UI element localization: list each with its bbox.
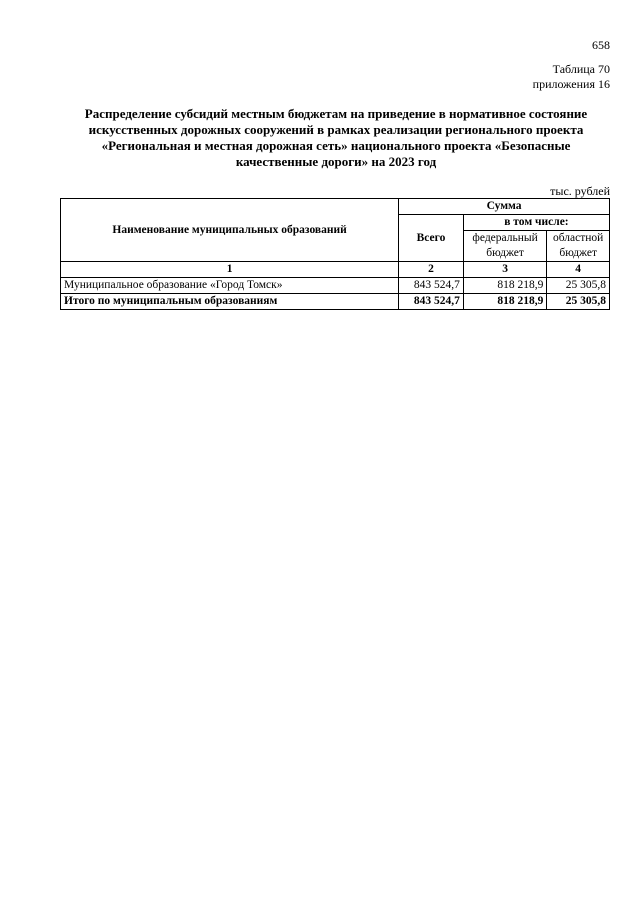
- page-number: 658: [592, 38, 610, 52]
- table-row: [61, 278, 610, 294]
- title-line-3: «Региональная и местная дорожная сеть» национального проекта «Безопасные: [101, 138, 571, 153]
- document-title: [50, 106, 622, 170]
- title-line-1: Распределение субсидий местным бюджетам на приведение в нормативное состояние: [84, 106, 588, 121]
- subsidy-table: [60, 198, 610, 310]
- column-index-2: 2: [399, 262, 464, 278]
- column-index-3: 3: [463, 262, 546, 278]
- totals-federal: 818 218,9: [463, 294, 546, 310]
- title-line-4: качественные дороги» на 2023 год: [235, 154, 437, 169]
- header-total: Всего: [399, 215, 464, 262]
- header-including: в том числе:: [463, 215, 609, 231]
- totals-total: 843 524,7: [399, 294, 464, 310]
- row-regional: 25 305,8: [547, 278, 610, 294]
- column-index-4: 4: [547, 262, 610, 278]
- header-row-1: [61, 199, 610, 215]
- header-federal: федеральный бюджет: [463, 231, 546, 262]
- table-reference-line-1: Таблица 70: [552, 62, 610, 76]
- table-reference: [533, 62, 610, 92]
- header-regional: областной бюджет: [547, 231, 610, 262]
- table-reference-line-2: приложения 16: [532, 77, 610, 91]
- totals-name: Итого по муниципальным образованиям: [61, 294, 399, 310]
- column-index-row: [61, 262, 610, 278]
- row-federal: 818 218,9: [463, 278, 546, 294]
- title-line-2: искусственных дорожных сооружений в рамках реализации регионального проекта: [88, 122, 584, 137]
- totals-row: [61, 294, 610, 310]
- row-name: Муниципальное образование «Город Томск»: [61, 278, 399, 294]
- header-sum: Сумма: [399, 199, 610, 215]
- header-name: Наименование муниципальных образований: [61, 199, 399, 262]
- row-total: 843 524,7: [399, 278, 464, 294]
- column-index-1: 1: [61, 262, 399, 278]
- totals-regional: 25 305,8: [547, 294, 610, 310]
- units-label: тыс. рублей: [550, 184, 610, 198]
